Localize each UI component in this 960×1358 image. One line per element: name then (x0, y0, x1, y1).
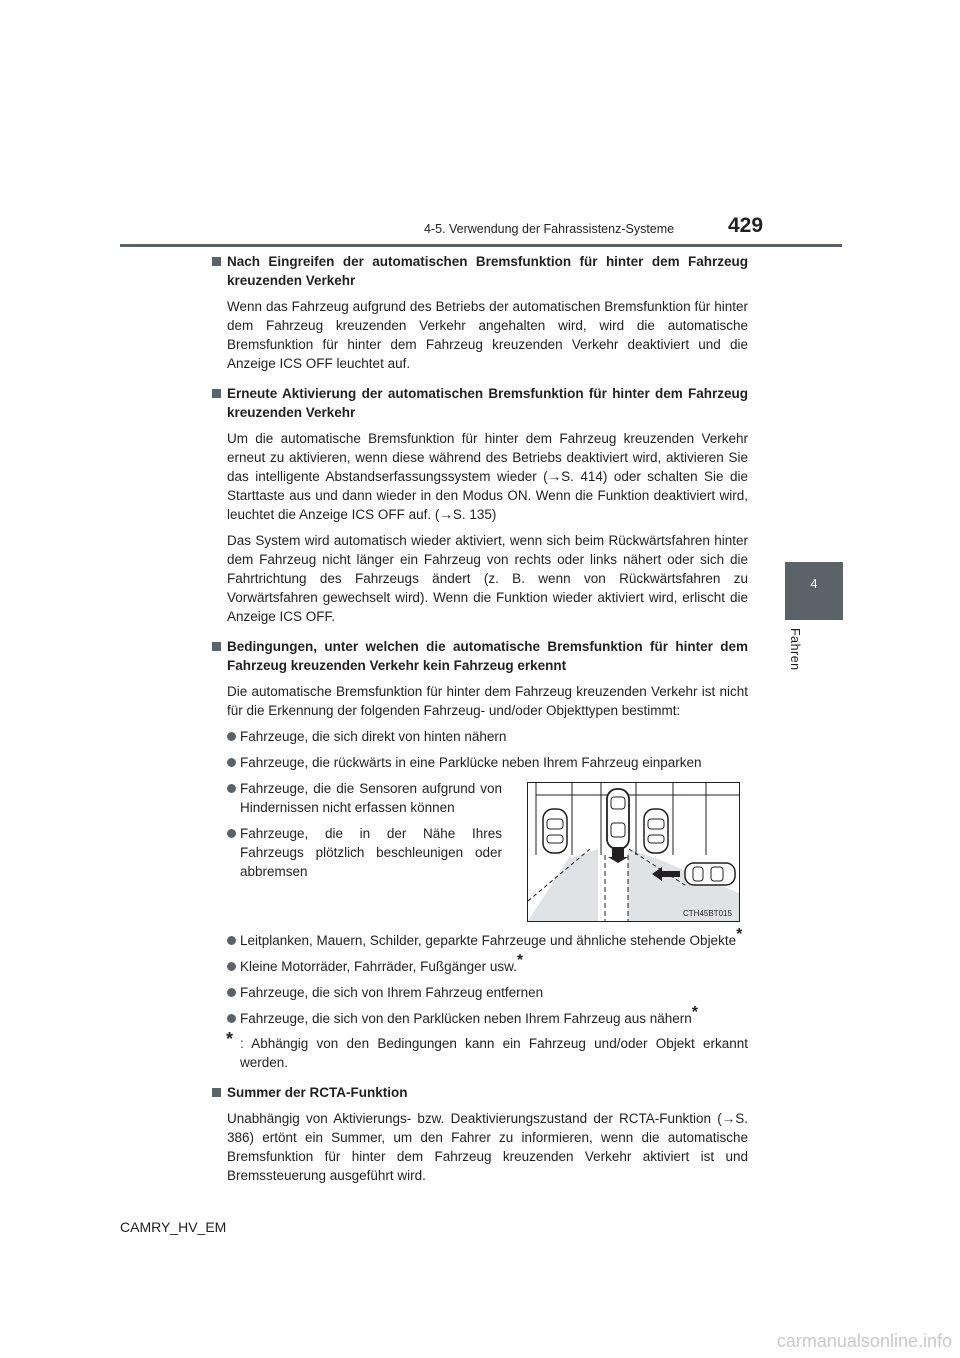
round-bullet-icon (227, 962, 236, 971)
header-rule (120, 244, 842, 247)
asterisk-mark: * (516, 952, 524, 969)
bullets-with-illustration (212, 772, 748, 924)
section-heading (212, 637, 748, 675)
round-bullet-icon (227, 732, 236, 741)
heading-text: Erneute Aktivierung der automatischen Bremsfunktion für hinter dem Fahrzeug kreuzenden Verkehr (227, 386, 748, 420)
left-detection-zone (528, 849, 598, 921)
watermark: carmanualsonline.info (776, 1331, 952, 1351)
own-car (607, 789, 629, 849)
left-bullets (212, 772, 502, 881)
footnote-asterisk: * (226, 1029, 234, 1049)
parking-diagram (528, 783, 739, 921)
heading-text: Summer der RCTA-Funktion (227, 1085, 408, 1100)
reverse-arrow-icon (608, 847, 628, 863)
heading-text: Bedingungen, unter welchen die automatische Bremsfunktion für hinter dem Fahrzeug kreuzenden Verkehr kein Fahrzeug erkennt (227, 639, 748, 673)
square-bullet-icon (212, 642, 221, 651)
illustration-code: CTH45BT015 (683, 909, 732, 918)
list-item: Fahrzeuge, die sich direkt von hinten nähern (212, 727, 748, 746)
parked-car-right (644, 809, 668, 853)
asterisk-mark: * (736, 926, 743, 943)
list-item: Fahrzeuge, die die Sensoren aufgrund von Hindernissen nicht erfassen können (212, 779, 502, 817)
list-item: Kleine Motorräder, Fahrräder, Fußgänger usw.* (212, 957, 748, 976)
parked-car-left (543, 809, 567, 853)
parking-illustration (527, 782, 740, 922)
page-number: 429 (728, 214, 764, 237)
chapter-number: 4 (810, 576, 818, 591)
footnote-text: : Abhängig von den Bedingungen kann ein Fahrzeug und/oder Objekt erkannt werden. (240, 1036, 748, 1070)
section-title: 4-5. Verwendung der Fahrassistenz-Systeme (424, 222, 675, 236)
list-item: Fahrzeuge, die rückwärts in eine Parklücke neben Ihrem Fahrzeug einparken (212, 753, 748, 772)
footnote (212, 1029, 748, 1072)
heading-text: Nach Eingreifen der automatischen Bremsfunktion für hinter dem Fahrzeug kreuzenden Verkehr (227, 254, 748, 288)
round-bullet-icon (227, 988, 236, 997)
square-bullet-icon (212, 257, 221, 266)
section-heading (212, 252, 748, 290)
square-bullet-icon (212, 1088, 221, 1097)
main-content (212, 252, 748, 1185)
approaching-car (685, 863, 735, 885)
paragraph: Wenn das Fahrzeug aufgrund des Betriebs der automatischen Bremsfunktion für hinter dem Fahrzeug kreuzenden Verkehr angehalten wird, wird die automatische Bremsfunktion für hinter dem Fahrzeug kreuzenden Verkehr deaktiviert und die Anzeige ICS OFF leuchtet auf. (227, 299, 748, 371)
document-code: CAMRY_HV_EM (120, 1219, 227, 1235)
round-bullet-icon (227, 758, 236, 767)
asterisk-mark: * (691, 1004, 699, 1021)
round-bullet-icon (227, 1014, 236, 1023)
square-bullet-icon (212, 389, 221, 398)
chapter-label: Fahren (788, 628, 802, 671)
list-item: Fahrzeuge, die sich von den Parklücken neben Ihrem Fahrzeug aus nähern* (212, 1009, 748, 1028)
round-bullet-icon (227, 936, 236, 945)
paragraph: Das System wird automatisch wieder aktiviert, wenn sich beim Rückwärtsfahren hinter dem Fahrzeug nicht länger ein Fahrzeug von rechts oder links nähert oder sich die Fahrtrichtung des Fahrzeugs ändert (z. B. wenn von Rückwärtsfahren zu Vorwärtsfahren gewechselt wird). Wenn die Funktion wieder aktiviert wird, erlischt die Anzeige ICS OFF. (227, 533, 748, 624)
section-heading (212, 1083, 748, 1102)
paragraph: Um die automatische Bremsfunktion für hinter dem Fahrzeug kreuzenden Verkehr erneut zu aktivieren, wenn diese während des Betriebs deaktiviert wird, aktivieren Sie das intelligente Abstandserfassungssystem wieder (→S. 414) oder schalten Sie die Starttaste aus und dann wieder in den Modus ON. Wenn die Funktion deaktiviert wird, leuchtet die Anzeige ICS OFF auf. (→S. 135) (227, 431, 748, 522)
chapter-tab (785, 562, 843, 620)
list-item: Fahrzeuge, die sich von Ihrem Fahrzeug entfernen (212, 983, 748, 1002)
paragraph: Unabhängig von Aktivierungs- bzw. Deaktivierungszustand der RCTA-Funktion (→S. 386) ertönt ein Summer, um den Fahrer zu informieren, wenn die automatische Bremsfunktion für hinter dem Fahrzeug kreuzenden Verkehr aktiviert ist und Bremssteuerung ausgeführt wird. (227, 1111, 748, 1183)
list-item: Fahrzeuge, die in der Nähe Ihres Fahrzeugs plötzlich beschleunigen oder abbremsen (212, 824, 502, 881)
round-bullet-icon (227, 784, 236, 793)
section-heading (212, 384, 748, 422)
list-item: Leitplanken, Mauern, Schilder, geparkte Fahrzeuge und ähnliche stehende Objekte* (212, 931, 748, 950)
round-bullet-icon (227, 829, 236, 838)
paragraph: Die automatische Bremsfunktion für hinter dem Fahrzeug kreuzenden Verkehr ist nicht für die Erkennung der folgenden Fahrzeug- und/oder Objekttypen bestimmt: (227, 684, 748, 718)
